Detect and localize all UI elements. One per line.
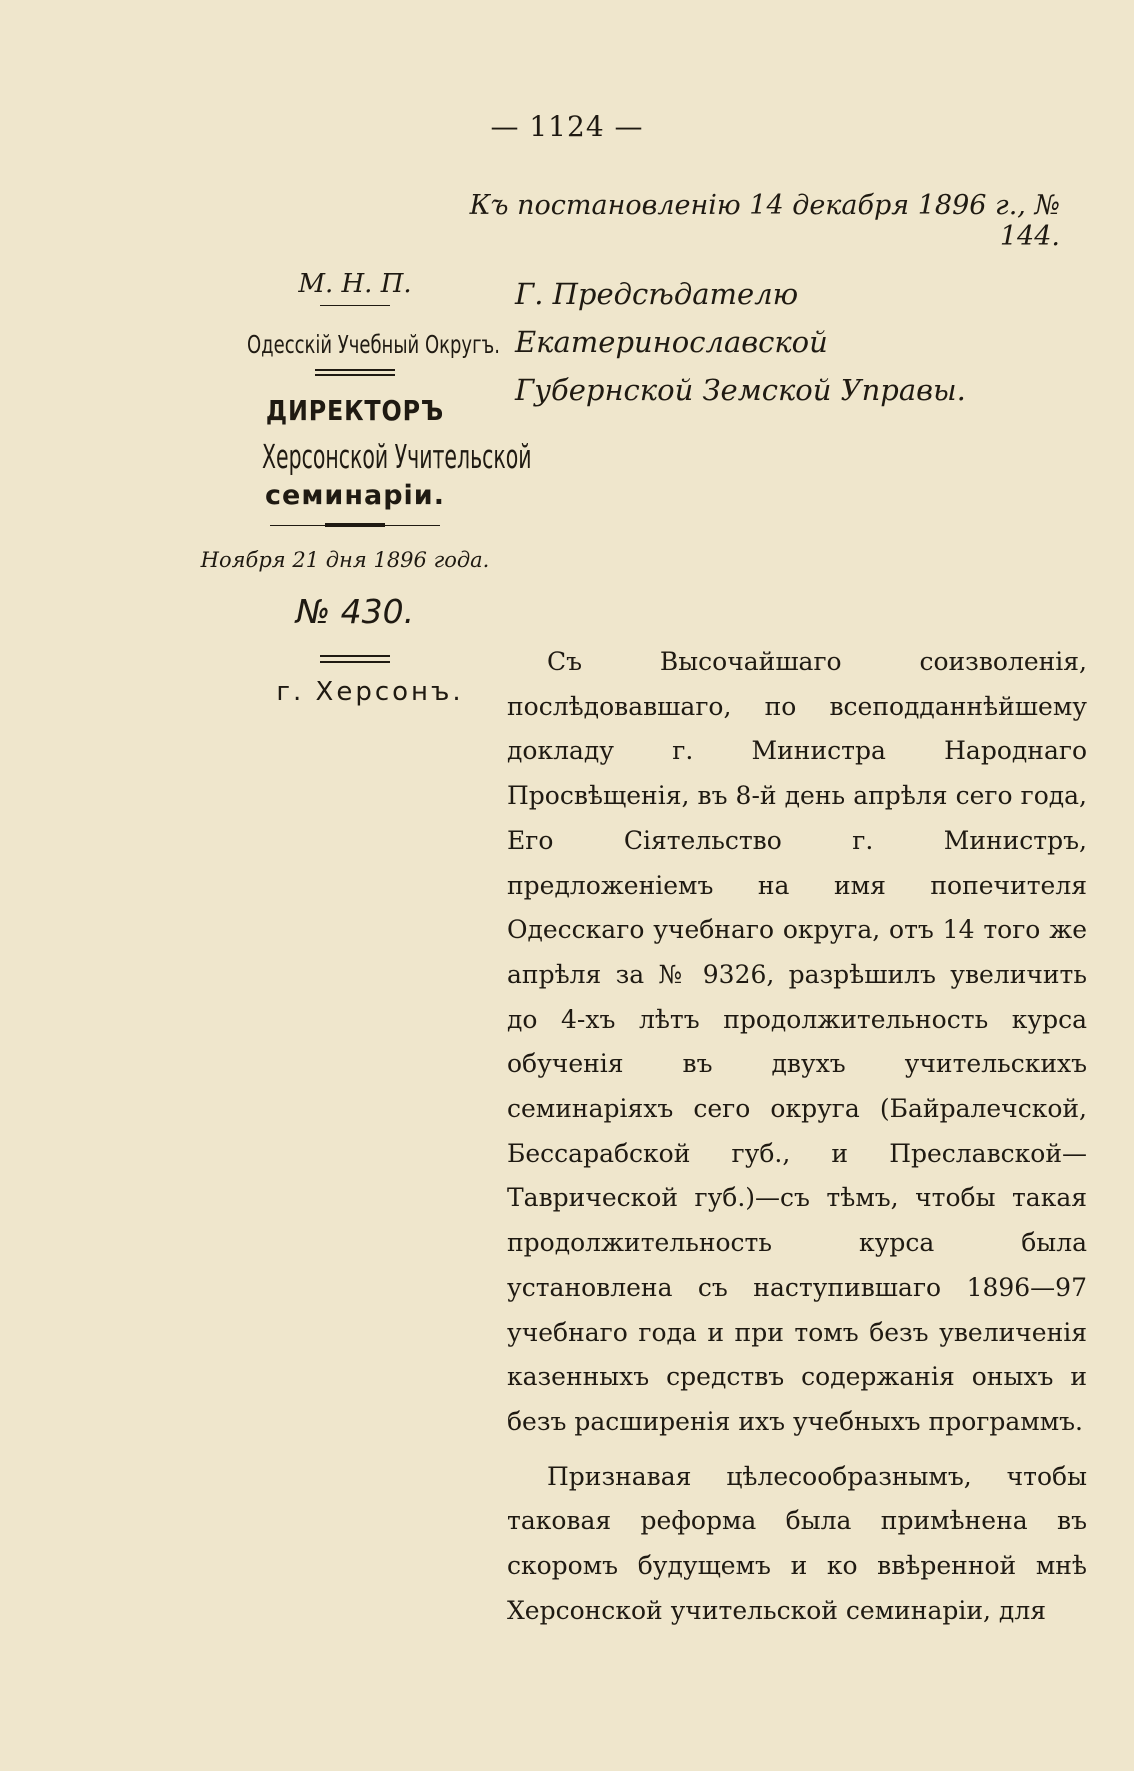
letter-body [507, 640, 1087, 1633]
divider [320, 655, 390, 663]
divider [315, 369, 395, 376]
seminary-name-line1: Херсонской Учительской [262, 437, 532, 476]
addressee [515, 270, 1095, 414]
letter-number: № 430. [295, 592, 415, 631]
letter-city: г. Херсонъ. [276, 677, 464, 707]
page-number: — 1124 — [490, 110, 644, 143]
divider [320, 305, 390, 306]
paragraph: Признавая цѣлесообразнымъ, чтобы таковая реформа была примѣнена въ скоромъ будущемъ и ко ввѣренной мнѣ Херсонской учительской семинаріи, для [507, 1461, 1087, 1625]
addressee-line1: Г. Предсѣдателю Екатеринославской [515, 277, 828, 359]
addressee-line2: Губернской Земской Управы. [515, 373, 966, 407]
director-title: ДИРЕКТОРЪ [265, 394, 445, 427]
ministry-abbrev: М. Н. П. [298, 269, 412, 299]
letter-header-left [200, 265, 532, 707]
school-district: Одесскій Учебный Округъ. [247, 330, 500, 359]
letter-date: Ноября 21 дня 1896 года. [200, 548, 490, 572]
paragraph: Съ Высочайшаго соизволенія, послѣдовавшаго, по всеподданнѣйшему докладу г. Министра Народнаго Просвѣщенія, въ 8-й день апрѣля сего года, Его Сіятельство г. Министръ, предложеніемъ на имя попечителя Одесскаго учебнаго округа, отъ 14 того же апрѣля за № 9326, разрѣшилъ увеличить до 4-хъ лѣтъ продолжительность курса обученія въ двухъ учительскихъ семинаріяхъ сего округа (Байралечской, Бессарабской губ., и Преславской—Таврической губ.)—съ тѣмъ, чтобы такая продолжительность курса была установлена съ наступившаго 1896—97 учебнаго года и при томъ безъ увеличенія казенныхъ средствъ содержанія оныхъ и безъ расширенія ихъ учебныхъ программъ. [507, 647, 1087, 1436]
reference-line: Къ постановленію 14 декабря 1896 г., № 144. [469, 190, 1060, 252]
divider [270, 525, 440, 526]
seminary-name-line2: семинаріи. [265, 480, 445, 511]
